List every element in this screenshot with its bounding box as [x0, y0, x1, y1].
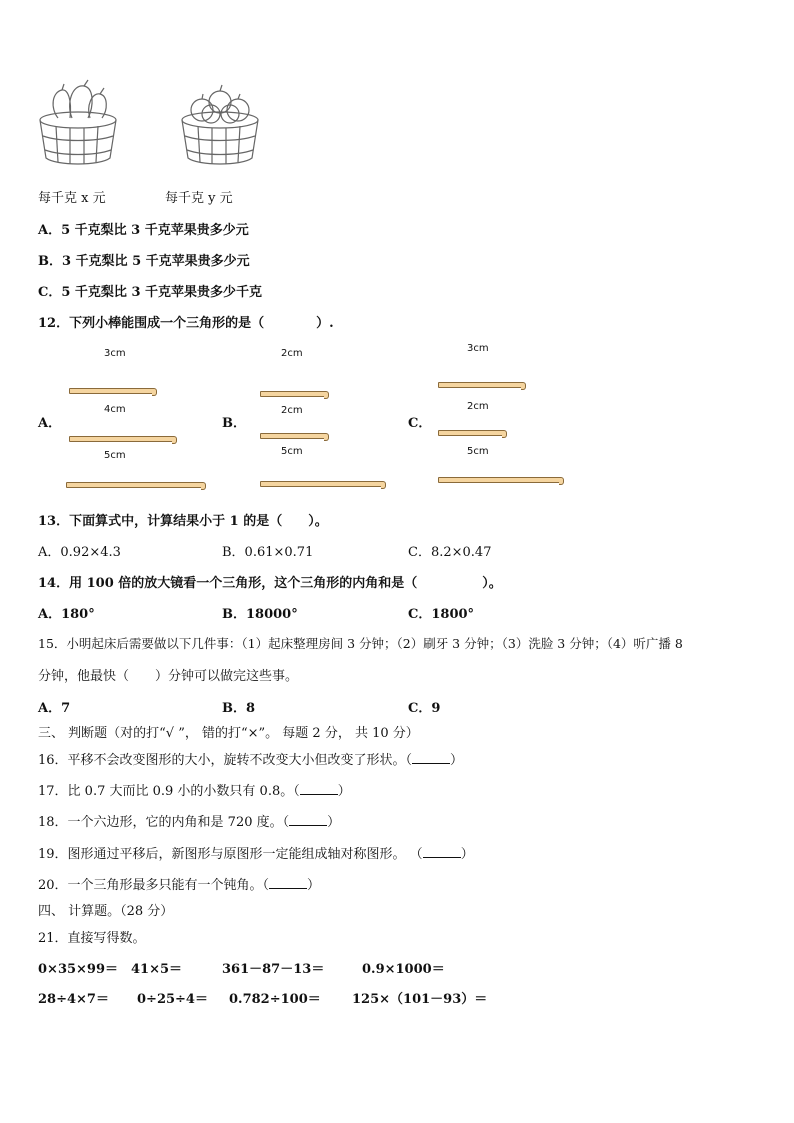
answer-blank[interactable]: [423, 845, 461, 858]
calc-item: 28÷4×7＝: [38, 992, 109, 1007]
calc-item: 0.782÷100＝: [229, 992, 321, 1007]
calc-item: 41×5＝: [131, 962, 183, 977]
stick-length-label: 3cm: [467, 343, 489, 354]
stick: [260, 433, 326, 439]
stick: [438, 430, 504, 436]
q12-stem: 12．下列小棒能围成一个三角形的是（ ）.: [38, 316, 334, 331]
pear-price-label: 每千克 x 元: [38, 191, 106, 206]
stick: [260, 391, 326, 397]
judge-item-19: [38, 843, 474, 862]
stick-length-label: 5cm: [467, 446, 489, 457]
q11-option-b[interactable]: B．3 千克梨比 5 千克苹果贵多少元: [38, 254, 250, 269]
q13-option-a[interactable]: A．0.92×4.3: [38, 545, 121, 560]
stick-length-label: 5cm: [281, 446, 303, 457]
section4-title: 四、 计算题。（28 分）: [38, 904, 174, 919]
q11-option-a[interactable]: A．5 千克梨比 3 千克苹果贵多少元: [38, 223, 249, 238]
calc-item: 0÷25÷4＝: [137, 992, 208, 1007]
stick-length-label: 2cm: [467, 401, 489, 412]
q12-option-b-letter[interactable]: B．: [222, 416, 246, 431]
judge-item-text: 17．比 0.7 大而比 0.9 小的小数只有 0.8。（: [38, 784, 300, 799]
q13-option-c[interactable]: C．8.2×0.47: [408, 545, 492, 560]
judge-item-17: [38, 780, 351, 799]
stick-length-label: 4cm: [104, 404, 126, 415]
stick: [260, 481, 383, 487]
judge-item-18: [38, 811, 340, 830]
calc-item: 0×35×99＝: [38, 962, 119, 977]
q15-stem-line2: 分钟，他最快（ ）分钟可以做完这些事。: [38, 669, 299, 684]
judge-item-20: [38, 874, 320, 893]
answer-blank[interactable]: [412, 751, 450, 764]
answer-blank[interactable]: [300, 782, 338, 795]
stick: [66, 482, 203, 488]
stick: [69, 436, 174, 442]
judge-item-text: 19．图形通过平移后，新图形与原图形一定能组成轴对称图形。 （: [38, 847, 423, 862]
pear-basket-image: [36, 78, 120, 170]
stick: [438, 477, 561, 483]
q15-option-b[interactable]: B．8: [222, 701, 256, 716]
bracket-close: ）: [460, 847, 474, 862]
q14-option-b[interactable]: B．18000°: [222, 607, 298, 622]
judge-item-text: 16．平移不会改变图形的大小，旋转不改变大小但改变了形状。（: [38, 753, 413, 768]
judge-item-16: [38, 749, 463, 768]
answer-blank[interactable]: [289, 813, 327, 826]
q12-option-c-letter[interactable]: C．: [408, 416, 432, 431]
stick: [69, 388, 154, 394]
calc-item: 361－87－13＝: [222, 962, 325, 977]
q15-stem-line1: 15．小明起床后需要做以下几件事：（1）起床整理房间 3 分钟；（2）刷牙 3 分钟；（3）洗脸 3 分钟；（4）听广播 8: [38, 636, 683, 651]
q13-stem: 13．下面算式中，计算结果小于 1 的是（ ）。: [38, 514, 328, 529]
judge-item-text: 18．一个六边形，它的内角和是 720 度。（: [38, 815, 290, 830]
q21-stem: 21．直接写得数。: [38, 931, 146, 946]
q15-option-c[interactable]: C．9: [408, 701, 441, 716]
stick-length-label: 3cm: [104, 348, 126, 359]
stick-length-label: 2cm: [281, 348, 303, 359]
bracket-close: ）: [327, 815, 341, 830]
judge-item-text: 20．一个三角形最多只能有一个钝角。（: [38, 878, 270, 893]
q13-option-b[interactable]: B．0.61×0.71: [222, 545, 314, 560]
bracket-close: ）: [337, 784, 351, 799]
apple-basket-image: [178, 82, 262, 170]
calc-item: 125×（101－93）＝: [352, 992, 488, 1007]
section3-title: 三、 判断题（对的打“√ ”， 错的打“×”。 每题 2 分， 共 10 分）: [38, 726, 419, 741]
stick-length-label: 5cm: [104, 450, 126, 461]
answer-blank[interactable]: [269, 876, 307, 889]
q15-option-a[interactable]: A．7: [38, 701, 71, 716]
stick-length-label: 2cm: [281, 405, 303, 416]
q14-stem: 14．用 100 倍的放大镜看一个三角形，这个三角形的内角和是（ ）。: [38, 576, 502, 591]
q11-option-c[interactable]: C．5 千克梨比 3 千克苹果贵多少千克: [38, 285, 263, 300]
q12-option-a-letter[interactable]: A．: [38, 416, 62, 431]
q14-option-c[interactable]: C．1800°: [408, 607, 475, 622]
calc-item: 0.9×1000＝: [362, 962, 445, 977]
bracket-close: ）: [450, 753, 464, 768]
stick: [438, 382, 523, 388]
apple-price-label: 每千克 y 元: [165, 191, 233, 206]
q14-option-a[interactable]: A．180°: [38, 607, 95, 622]
bracket-close: ）: [307, 878, 321, 893]
